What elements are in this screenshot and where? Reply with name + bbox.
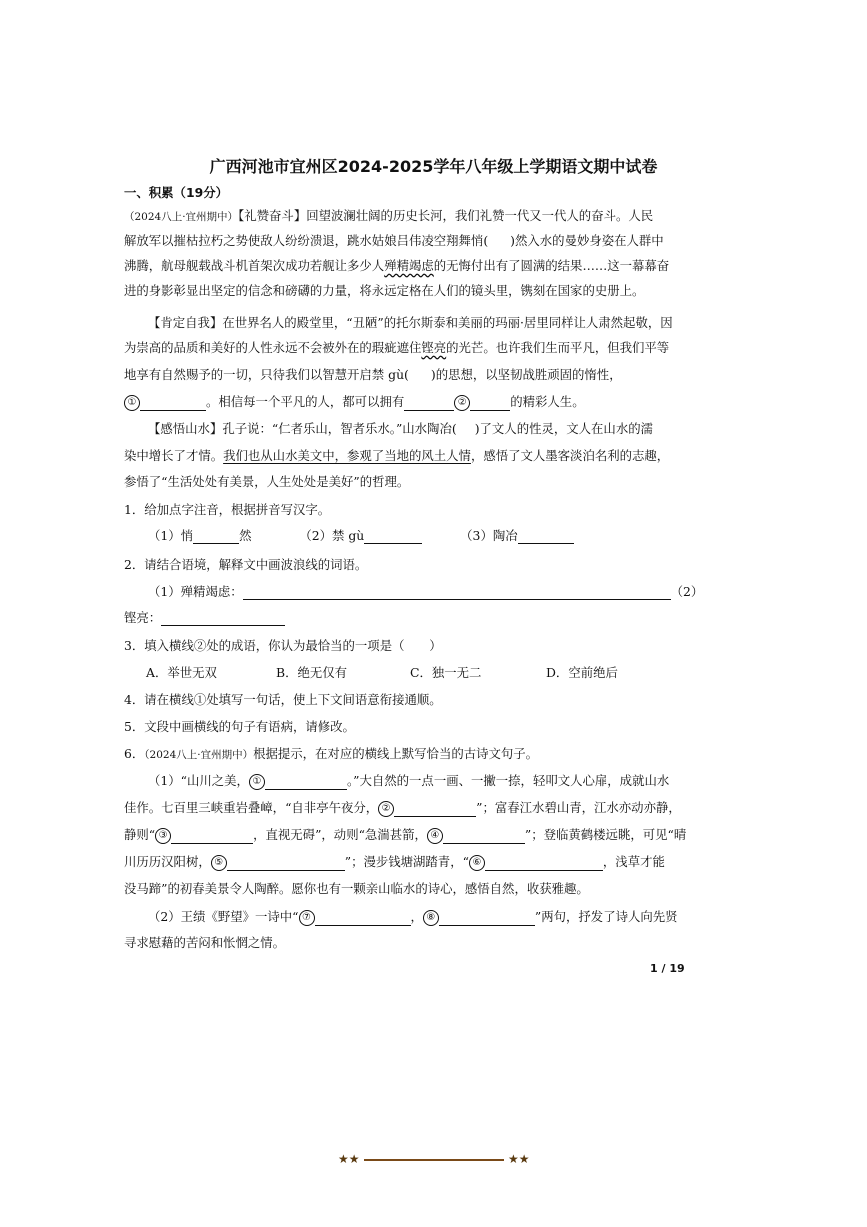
question-1: 1．给加点字注音，根据拼音写汉字。 [124, 502, 331, 517]
answer-blank-q6-4[interactable] [443, 829, 525, 844]
answer-blank-q2-1[interactable] [243, 585, 671, 600]
answer-blank-2a[interactable] [404, 396, 454, 411]
star-icon: ★★ [338, 1152, 360, 1166]
answer-blank-2b[interactable] [470, 396, 510, 411]
passage-line: 【感悟山水】孔子说：“仁者乐山，智者乐水。”山水陶冶( )了文人的性灵，文人在山水的濡 [148, 421, 653, 436]
answer-blank-q2-2[interactable] [161, 611, 285, 626]
blank-marker-2: ② [454, 395, 470, 411]
option-b[interactable]: B．绝无仅有 [276, 665, 348, 680]
passage-line: 【肯定自我】在世界名人的殿堂里，“丑陋”的托尔斯泰和美丽的玛丽·居里同样让人肃然起敬，因 [148, 315, 673, 330]
question-3: 3．填入横线②处的成语，你认为最恰当的一项是（ ） [124, 638, 442, 653]
answer-blank-q6-2[interactable] [394, 802, 476, 817]
footer-ornament [338, 1152, 538, 1168]
question-6-line: （2）王绩《野望》一诗中“ ⑦ ， ⑧ ”两句，抒发了诗人向先贤 [148, 909, 678, 924]
option-d[interactable]: D．空前绝后 [546, 665, 618, 680]
question-2: 2．请结合语境，解释文中画波浪线的词语。 [124, 557, 368, 572]
answer-blank-1[interactable] [140, 396, 206, 411]
star-icon: ★★ [508, 1152, 530, 1166]
question-6-line: （1）“山川之美， ① 。”大自然的一点一画、一撇一捺，轻叩文人心扉，成就山水 [148, 773, 670, 788]
wavy-underlined-word: 铿亮 [421, 340, 447, 355]
answer-blank-q1-3[interactable] [518, 529, 574, 544]
question-2-item-1: （1）殚精竭虑： （2） [148, 584, 704, 599]
question-6-line: 寻求慰藉的苦闷和怅惘之情。 [124, 935, 286, 950]
answer-blank-q6-3[interactable] [171, 829, 253, 844]
page-number: 1 / 19 [650, 962, 685, 975]
passage-line: 染中增长了才情。我们也从山水美文中，参观了当地的风土人情，感悟了文人墨客淡泊名利的志趣， [124, 448, 670, 463]
passage-line: 参悟了“生活处处有美景，人生处处是美好”的哲理。 [124, 474, 410, 489]
question-1-items: （1）悄 然 （2）禁 gù （3）陶冶 [148, 528, 574, 544]
question-6: 6．（2024八上·宜州期中）根据提示，在对应的横线上默写恰当的古诗文句子。 [124, 746, 539, 761]
answer-blank-q6-8[interactable] [439, 911, 535, 926]
question-6-line: 没马蹄”的初春美景令人陶醉。愿你也有一颗亲山临水的诗心，感悟自然，收获雅趣。 [124, 881, 589, 896]
question-6-line: 川历历汉阳树， ⑤ ”；漫步钱塘湖踏青，“ ⑥ ，浅草才能 [124, 854, 665, 869]
answer-blank-q1-1[interactable] [193, 529, 239, 544]
passage-line: 为崇高的品质和美好的人性永远不会被外在的瑕疵遮住铿亮的光芒。也许我们生而平凡，但我们平等 [124, 340, 670, 355]
section-heading: 一、积累（19分） [124, 185, 228, 200]
passage-line: ① 。相信每一个平凡的人，都可以拥有 ② 的精彩人生。 [124, 394, 585, 411]
page-title: 广西河池市宜州区2024-2025学年八年级上学期语文期中试卷 [209, 157, 658, 176]
passage-line: 进的身影彰显出坚定的信念和磅礴的力量，将永远定格在人们的镜头里，镌刻在国家的史册上。 [124, 283, 645, 298]
question-6-line: 佳作。七百里三峡重岩叠嶂，“自非亭午夜分， ② ”；富春江水碧山青，江水亦动亦静， [124, 800, 681, 815]
option-a[interactable]: A．举世无双 [146, 665, 217, 680]
passage-line: （2024八上·宜州期中）【礼赞奋斗】回望波澜壮阔的历史长河，我们礼赞一代又一代人的奋斗。人民 [124, 208, 654, 223]
question-6-line: 静则“ ③ ，直视无碍”，动则“急湍甚箭， ④ ”；登临黄鹤楼远眺，可见“晴 [124, 827, 687, 842]
question-2-item-2: 铿亮： [124, 610, 285, 626]
question-3-options [146, 665, 618, 681]
source-tag: （2024八上·宜州期中） [144, 749, 254, 761]
passage-line: 解放军以摧枯拉朽之势使敌人纷纷溃退，跳水姑娘吕伟凌空翔舞悄( )然入水的曼妙身姿在人群中 [124, 233, 664, 248]
answer-blank-q6-1[interactable] [265, 775, 347, 790]
answer-blank-q6-7[interactable] [315, 911, 411, 926]
answer-blank-q6-5[interactable] [227, 856, 345, 871]
passage-line: 沸腾，航母舰载战斗机首架次成功若舰让多少人殚精竭虑的无悔付出有了圆满的结果……这一幕幕奋 [124, 258, 670, 273]
question-4: 4．请在横线①处填写一句话，使上下文间语意衔接通顺。 [124, 692, 442, 707]
passage-line: 地享有自然赐予的一切，只待我们以智慧开启禁 gù( )的思想，以坚韧战胜顽固的惰性， [124, 367, 622, 382]
answer-blank-q6-6[interactable] [485, 856, 603, 871]
divider-line [364, 1159, 504, 1161]
blank-marker-1: ① [124, 395, 140, 411]
wavy-underlined-word: 殚精竭虑 [384, 258, 434, 273]
source-tag: （2024八上·宜州期中） [124, 211, 239, 223]
question-5: 5．文段中画横线的句子有语病，请修改。 [124, 719, 355, 734]
answer-blank-q1-2[interactable] [364, 529, 422, 544]
underlined-sentence: 我们也从山水美文中，参观了当地的风土人情 [223, 448, 471, 463]
option-c[interactable]: C．独一无二 [410, 665, 482, 680]
